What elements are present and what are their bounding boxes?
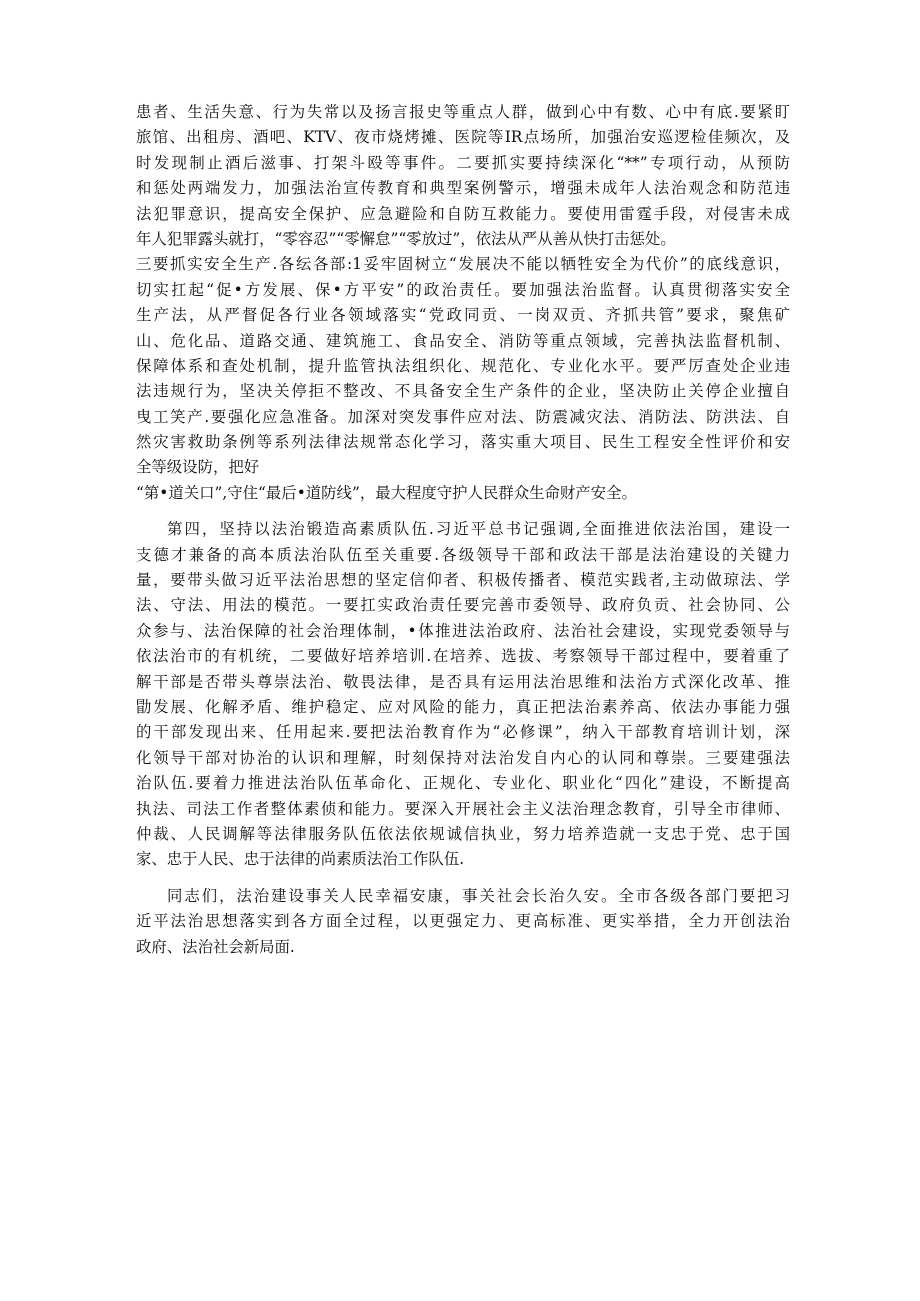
text-line: 和惩处两端发力，加强法治宣传教育和典型案例警示，增强未成年人法治观念和防范违 xyxy=(136,179,790,198)
text-line: 旅馆、出租房、酒吧、KTV、夜市烧烤摊、医院等IR点场所，加强治安巡逻检佳频次，及 xyxy=(136,128,790,147)
text-line: 患者、生活失意、行为失常以及扬言报史等重点人群，做到心中有数、心中有底.要紧盯 xyxy=(136,103,790,121)
document-body xyxy=(136,100,790,960)
text-line: 法犯罪意识，提高安全保护、应急避险和自防互救能力。要使用雷霆手段，对侵害未成 xyxy=(136,204,790,223)
text-line: 治队伍.要着力推进法治队伍革命化、正规化、专业化、职业化“四化”建设，不断提高 xyxy=(136,774,790,793)
text-line: 法违规行为，坚决关停拒不整改、不具备安全生产条件的企业，坚决防止关停企业擅自 xyxy=(136,382,790,401)
text-line: 生产法，从严督促各行业各领域落实“党政同贡、一岗双贡、齐抓共管”要求，聚焦矿 xyxy=(136,306,790,325)
text-line: 山、危化品、道路交通、建筑施工、食品安全、消防等重点领域，完善执法监督机制、 xyxy=(136,331,790,350)
paragraph-gap xyxy=(136,873,790,884)
text-line: 曳工笑产.要强化应急准备。加深对突发事件应对法、防震减灾法、消防法、防洪法、自 xyxy=(136,407,790,426)
text-line: 然灾害救助条例等系列法律法规常态化学习，落实重大项目、民生工程安全性评价和安 xyxy=(136,433,790,452)
text-line: 切实扛起“促•方发展、保•方平安”的政治责任。要加强法治监督。认真贯彻落实安全 xyxy=(136,280,790,299)
text-line: 近平法治思想落实到各方面全过程，以更强定力、更高标准、更实举措，全力开创法治 xyxy=(136,912,790,931)
text-line: 时发现制止酒后滋事、打架斗殴等事件。二要抓实要持续深化“**”专项行动，从预防 xyxy=(136,153,790,172)
text-line: 依法治市的有机统，二要做好培养培训.在培养、选拔、考察领导干部过程中，要着重了 xyxy=(136,647,790,666)
text-line: 保障体系和查处机制，提升监管执法组织化、规范化、专业化水平。要严厉查处企业违 xyxy=(136,356,790,375)
text-line: 解干部是否带头尊崇法治、敬畏法律，是否具有运用法治思维和法治方式深化改革、推 xyxy=(136,672,790,691)
text-line: 执法、司法工作者整体素侦和能力。要深入开展社会主义法治理念教育，引导全市律师、 xyxy=(136,799,790,818)
paragraph-fourth-point xyxy=(136,517,790,872)
text-line: 全等级设防，把好 xyxy=(136,458,260,477)
text-line: 年人犯罪露头就打，“零容忍”“零懈怠”“零放过”，依法从严从善从快打击惩处。 xyxy=(136,229,676,248)
text-line: 三要抓实安全生产.各纭各部:1妥牢固树立“发展决不能以牺牲安全为代价”的底线意识， xyxy=(136,255,790,274)
text-line: “第•道关口”,守住“最后•道防线”，最大程度守护人民群众生命财产安全。 xyxy=(136,483,637,502)
text-line: 化领导干部对协治的认识和理解，时刻保持对法治发自内心的认同和尊崇。三要建强法 xyxy=(136,748,790,767)
text-line: 众参与、法治保障的社会治理体制，•体推进法治政府、法治社会建设，实现党委领导与 xyxy=(136,621,790,640)
text-line: 量，要带头做习近平法治思想的坚定信仰者、积极传播者、模范实践者,主动做琼法、学 xyxy=(136,571,790,590)
paragraph-public-safety xyxy=(136,100,790,506)
text-line: 支德才兼备的高本质法治队伍至关重要.各级领导干部和政法干部是法治建设的关键力 xyxy=(136,545,790,564)
text-line: 家、忠于人民、忠于法律的尚素质法治工作队伍. xyxy=(136,850,465,869)
text-line: 第四，坚持以法治锻造高素质队伍.习近平总书记强调,全面推进依法治国，建设一 xyxy=(167,520,790,539)
paragraph-gap xyxy=(136,506,790,517)
text-line: 勖发展、化解矛盾、维护稳定、应对风险的能力，真正把法治素养高、依法办事能力强 xyxy=(136,697,790,716)
text-line: 同志们，法治建设事关人民幸福安康，事关社会长治久安。全市各级各部门要把习 xyxy=(167,886,790,905)
text-line: 仲裁、人民调解等法律服务队伍依法依规诚信执业，努力培养造就一支忠于党、忠于国 xyxy=(136,824,790,843)
text-line: 法、守法、用法的模范。一要扛实政治责任要完善市委领导、政府负贡、社会协同、公 xyxy=(136,596,790,615)
paragraph-conclusion xyxy=(136,884,790,960)
text-line: 的干部发现出来、任用起来.要把法治教育作为“必修课”，纳入干部教育培训计划，深 xyxy=(136,723,790,742)
text-line: 政府、法治社会新局面. xyxy=(136,937,295,956)
